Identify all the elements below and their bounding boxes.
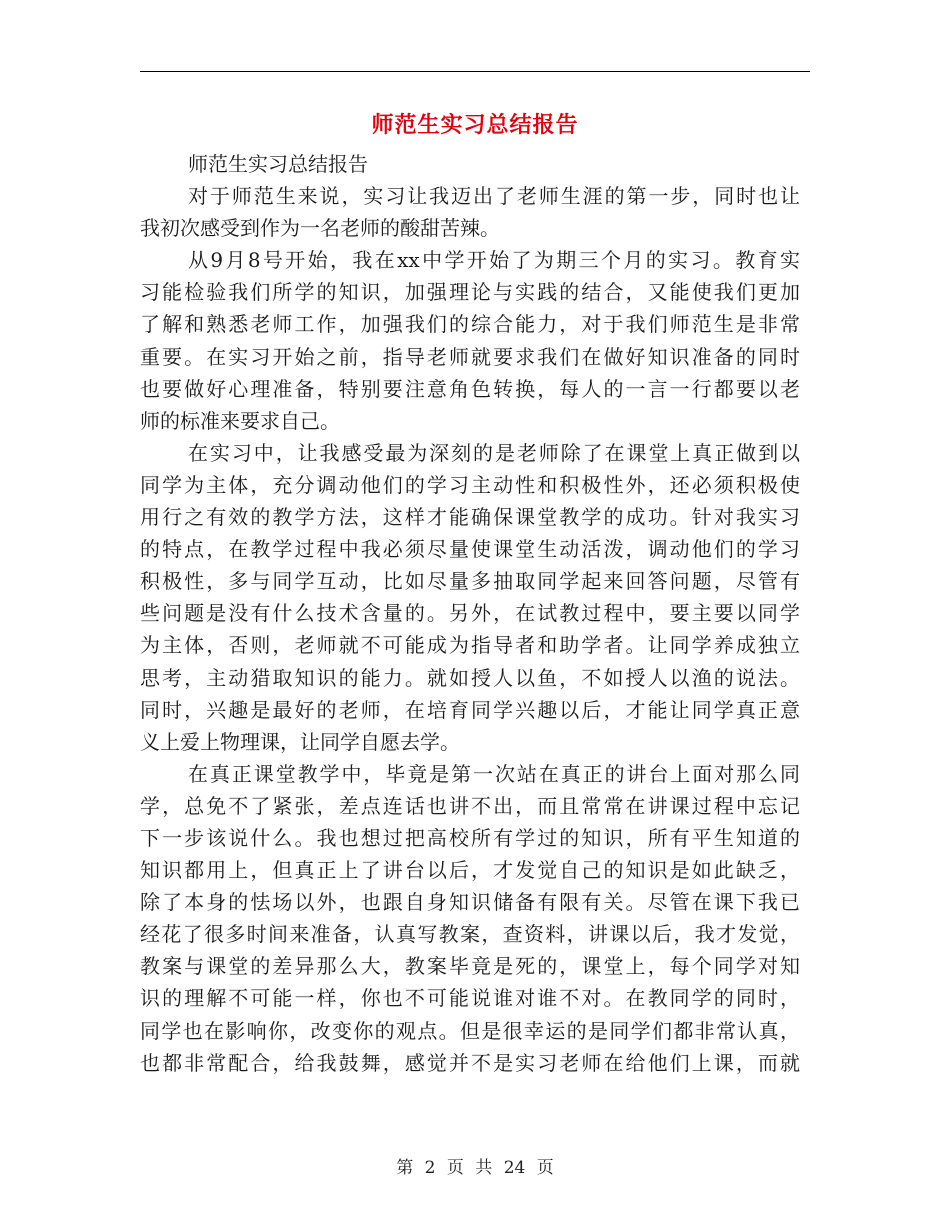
text-line: 积极性，多与同学互动，比如尽量多抽取同学起来回答问题，尽管有 [140,569,800,594]
text-line: 对于师范生来说，实习让我迈出了老师生涯的第一步，同时也让 [188,184,800,209]
text-line: 思考，主动猎取知识的能力。就如授人以鱼，不如授人以渔的说法。 [140,665,800,690]
text-line: 下一步该说什么。我也想过把高校所有学过的知识，所有平生知道的 [140,825,800,850]
text-line: 重要。在实习开始之前，指导老师就要求我们在做好知识准备的同时 [140,344,800,369]
text-line: 了解和熟悉老师工作，加强我们的综合能力，对于我们师范生是非常 [140,312,800,337]
text-line: 知识都用上，但真正上了讲台以后，才发觉自己的知识是如此缺乏， [140,858,800,883]
text-line: 学，总免不了紧张，差点连话也讲不出，而且常常在讲课过程中忘记 [140,793,800,818]
text-line: 用行之有效的教学方法，这样才能确保课堂教学的成功。针对我实习 [140,505,800,530]
document-title: 师范生实习总结报告 [371,112,579,138]
text-line: 同时，兴趣是最好的老师，在培育同学兴趣以后，才能让同学真正意 [140,697,800,722]
text-line: 也要做好心理准备，特别要注意角色转换，每人的一言一行都要以老 [140,376,800,401]
page-number-footer: 第 2 页 共 24 页 [396,1158,554,1178]
text-line: 在实习中，让我感受最为深刻的是老师除了在课堂上真正做到以 [188,440,800,465]
text-line: 我初次感受到作为一名老师的酸甜苦辣。 [140,216,500,241]
text-line: 除了本身的怯场以外，也跟自身知识储备有限有关。尽管在课下我已 [140,890,800,915]
text-line: 经花了很多时间来准备，认真写教案，查资料，讲课以后，我才发觉， [140,922,800,947]
text-line: 义上爱上物理课，让同学自愿去学。 [140,729,460,754]
text-line: 同学也在影响你，改变你的观点。但是很幸运的是同学们都非常认真， [140,1018,800,1043]
text-line: 的特点，在教学过程中我必须尽量使课堂生动活泼，调动他们的学习 [140,537,800,562]
text-line: 在真正课堂教学中，毕竟是第一次站在真正的讲台上面对那么同 [188,761,800,786]
text-line: 同学为主体，充分调动他们的学习主动性和积极性外，还必须积极使 [140,472,800,497]
text-line: 习能检验我们所学的知识，加强理论与实践的结合，又能使我们更加 [140,280,800,305]
text-line: 师范生实习总结报告 [188,152,368,176]
text-line: 识的理解不可能一样，你也不可能说谁对谁不对。在教同学的同时， [140,986,800,1011]
text-line: 也都非常配合，给我鼓舞，感觉并不是实习老师在给他们上课，而就 [140,1050,800,1075]
header-rule [140,71,810,72]
text-line: 从9月8号开始，我在xx中学开始了为期三个月的实习。教育实 [188,248,800,273]
text-line: 为主体，否则，老师就不可能成为指导者和助学者。让同学养成独立 [140,633,800,658]
text-line: 师的标准来要求自己。 [140,408,340,433]
text-line: 些问题是没有什么技术含量的。另外，在试教过程中，要主要以同学 [140,601,800,626]
text-line: 教案与课堂的差异那么大，教案毕竟是死的，课堂上，每个同学对知 [140,954,800,979]
document-body [140,148,800,1079]
